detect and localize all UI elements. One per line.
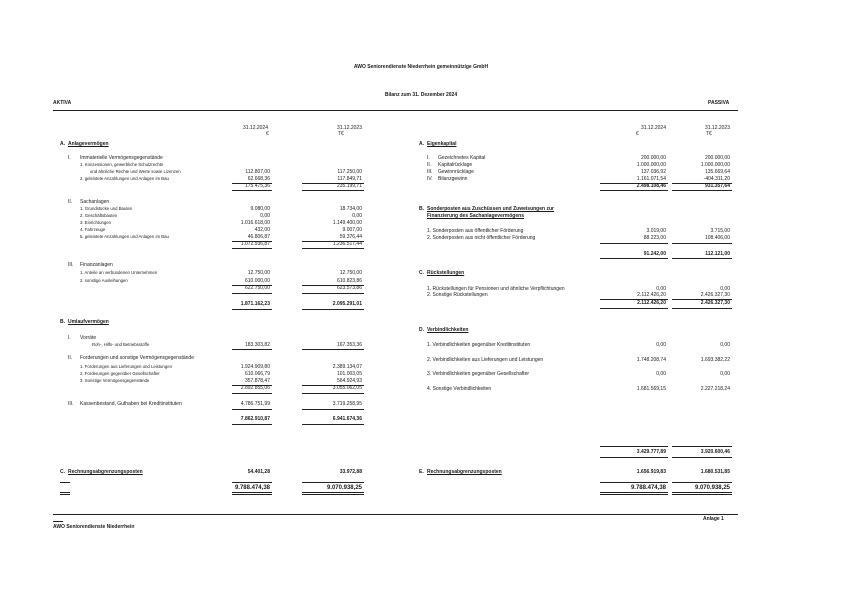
aktiva-b3-label: III.	[68, 401, 74, 407]
sum-line	[232, 293, 272, 294]
anlage-label: Anlage 1	[703, 516, 724, 522]
list-item: 3. Einrichtungen	[80, 220, 112, 225]
value-cur: 432,00	[254, 227, 270, 233]
sum-line	[302, 349, 364, 350]
grand-total-cur: 9.788.474,38	[234, 485, 270, 491]
sum-line	[232, 349, 272, 350]
sum-line	[600, 446, 668, 447]
sum-line	[672, 258, 732, 259]
value-prev: 564.924,93	[336, 378, 362, 384]
value-cur: 200.000,00	[640, 155, 666, 161]
sum-line	[232, 482, 272, 483]
footer-company: AWO Seniorendienste Niederrhein	[53, 524, 135, 530]
aktiva-c-label: C.	[60, 469, 65, 475]
aktiva-a1-title: Immaterielle Vermögensgegenstände	[80, 155, 163, 161]
value-prev: -404.311,20	[703, 176, 730, 182]
sum-line	[600, 190, 668, 191]
passiva-unit-cur: €	[636, 131, 639, 137]
list-item: 2. Sonderposten aus nicht öffentlicher Förderung	[427, 235, 536, 241]
value-prev: 117.849,71	[337, 176, 362, 182]
sum-line	[302, 393, 364, 394]
value-prev: 1.680.531,85	[700, 469, 730, 475]
list-item-num: I.	[427, 155, 430, 161]
double-line	[60, 492, 70, 495]
value-cur: 46.806,87	[247, 234, 270, 240]
value-cur: 1.681.569,15	[636, 386, 666, 392]
subtotal-prev: 3.055.062,05	[332, 385, 362, 391]
passiva-a-title: Eigenkapital	[427, 141, 457, 147]
passiva-b-label: B.	[419, 206, 424, 212]
sum-line	[600, 243, 668, 244]
subtotal-prev: 3.920.600,46	[700, 449, 730, 455]
aktiva-label: AKTIVA	[53, 100, 72, 106]
value-cur: 610.066,79	[244, 371, 270, 377]
sum-line	[232, 190, 272, 191]
sum-line	[672, 446, 732, 447]
subtotal-cur: 622.750,00	[244, 285, 270, 291]
sum-line	[302, 424, 364, 425]
passiva-col-prev: 31.12.2023	[704, 125, 730, 131]
aktiva-b1-label: I.	[68, 335, 71, 341]
list-item: 2. Verbindlichkeiten aus Lieferungen und Leistungen	[427, 357, 544, 363]
aktiva-c-title: Rechnungsabgrenzungsposten	[68, 469, 143, 475]
subtotal-prev: 931.357,64	[704, 183, 730, 189]
value-cur: 1.748.208,74	[636, 357, 666, 363]
subtotal-cur: 3.429.777,89	[636, 449, 666, 455]
aktiva-a2-title: Sachanlagen	[80, 199, 110, 205]
bilanz-title: Bilanz zum 31. Dezember 2024	[384, 92, 458, 98]
subtotal-cur: 2.498.108,46	[636, 183, 666, 189]
value-cur: 4.786.751,99	[240, 401, 270, 407]
footer-mark	[53, 521, 63, 522]
double-line	[302, 492, 364, 495]
sum-line	[302, 409, 364, 410]
list-item: 1. Sonderposten aus öffentlicher Förderung	[427, 228, 524, 234]
double-line	[600, 492, 668, 495]
value-prev: 33.972,88	[339, 469, 362, 475]
passiva-d-label: D.	[419, 327, 424, 333]
grand-total-prev: 9.070.938,25	[694, 485, 730, 491]
sum-line	[232, 424, 272, 425]
sum-line	[232, 309, 272, 310]
subtotal-prev: 112.121,00	[705, 251, 730, 257]
value-prev: 1.000.000,00	[700, 162, 730, 168]
company-title: AWO Seniorendienste Niederrhein gemeinnützige GmbH	[353, 64, 489, 70]
passiva-a-label: A.	[419, 141, 424, 147]
list-item: 2. Forderungen gegenüber Gesellschafter	[80, 371, 160, 376]
sum-line	[302, 309, 364, 310]
value-prev: 3.715,00	[710, 228, 730, 234]
value-cur: 62.668,36	[247, 176, 270, 182]
value-cur: 137.036,92	[640, 169, 666, 175]
grand-total-prev: 9.070.938,25	[326, 485, 362, 491]
sum-line	[600, 258, 668, 259]
aktiva-a-label: A.	[60, 141, 65, 147]
list-item: 2. sonstige Ausleihungen	[80, 278, 128, 283]
value-prev: 0,00	[720, 371, 730, 377]
sum-line	[302, 482, 364, 483]
passiva-label: PASSIVA	[708, 100, 730, 106]
aktiva-unit-prev: T€	[338, 131, 344, 137]
aktiva-a3-label: III.	[68, 262, 74, 268]
value-cur: 1.016.618,00	[240, 220, 270, 226]
grand-total-cur: 9.788.474,38	[630, 485, 666, 491]
passiva-d-title: Verbindlichkeiten	[427, 327, 469, 333]
value-cur: 1.656.919,83	[636, 469, 666, 475]
total-cur: 1.871.162,23	[240, 301, 270, 307]
list-item: 2. Sonstige Rückstellungen	[427, 292, 488, 298]
sum-line	[302, 190, 364, 191]
aktiva-unit-cur: €	[266, 131, 269, 137]
value-prev: 167.353,36	[336, 342, 362, 348]
aktiva-b3-title: Kassenbestand, Guthaben bei Kreditinstituten	[80, 401, 182, 407]
total-prev: 2.095.291,01	[332, 301, 362, 307]
value-prev: 101.003,05	[336, 371, 362, 377]
sum-line	[672, 482, 732, 483]
sum-line	[60, 482, 70, 483]
value-prev: 610.823,86	[336, 278, 362, 284]
value-cur: 183.303,82	[244, 342, 270, 348]
aktiva-b-label: B.	[60, 319, 65, 325]
value-cur: 54.401,28	[247, 469, 270, 475]
sum-line	[600, 457, 668, 458]
list-item: 3. Verbindlichkeiten gegenüber Gesellschafter	[427, 371, 530, 377]
value-prev: 0,00	[352, 213, 362, 219]
value-cur: 1.161.071,54	[636, 176, 666, 182]
aktiva-col-cur: 31.12.2024	[242, 125, 268, 131]
value-cur: 12.750,00	[247, 270, 270, 276]
subtotal-cur: 2.892.855,06	[240, 385, 270, 391]
subtotal-cur: 175.475,36	[244, 183, 270, 189]
subtotal-cur: 1.072.936,87	[240, 241, 270, 247]
footer-rule	[53, 514, 738, 515]
value-prev: 12.750,00	[339, 270, 362, 276]
value-cur: 1.000.000,00	[636, 162, 666, 168]
value-cur: 0,00	[260, 213, 270, 219]
sum-line	[672, 190, 732, 191]
value-prev: 1.693.382,22	[700, 357, 730, 363]
list-item-num: III.	[427, 169, 433, 175]
sum-line	[232, 248, 272, 249]
double-line	[232, 492, 272, 495]
subtotal-prev: 623.573,86	[336, 285, 362, 291]
list-item: 1. Anteile an verbundenen Unternehmen	[80, 270, 158, 275]
value-prev: 1.149.400,00	[332, 220, 362, 226]
value-prev: 18.734,00	[339, 206, 362, 212]
list-item: 1. Konzessionen, gewerbliche Schutzrechte	[80, 162, 164, 167]
sum-line	[672, 308, 732, 309]
list-item-num: IV.	[427, 176, 433, 182]
subtotal-cur: 2.112.426,20	[637, 300, 666, 306]
value-cur: 1.924.909,80	[240, 364, 270, 370]
value-prev: 3.719.258,95	[332, 401, 362, 407]
aktiva-a3-title: Finanzanlagen	[80, 262, 113, 268]
list-item: und ähnliche Rechte und Werte sowie Lizenzen	[90, 169, 181, 174]
value-prev: 108.406,00	[704, 235, 730, 241]
value-cur: 112.807,00	[245, 169, 270, 175]
list-item: 1. Forderungen aus Lieferungen und Leistungen	[80, 364, 172, 369]
value-prev: 117.250,00	[337, 169, 362, 175]
value-prev: 200.000,00	[704, 155, 730, 161]
aktiva-b-title: Umlaufvermögen	[68, 319, 109, 325]
header-rule	[53, 110, 738, 111]
value-prev: 135.669,64	[704, 169, 730, 175]
value-prev: 2.389.134,07	[332, 364, 362, 370]
value-cur: 610.000,00	[244, 278, 270, 284]
aktiva-a2-label: II.	[68, 199, 73, 205]
value-cur: 9.080,00	[250, 206, 270, 212]
value-cur: 357.878,47	[244, 378, 270, 384]
value-cur: 2.112.426,20	[637, 292, 666, 298]
value-prev: 59.376,44	[339, 234, 362, 240]
value-prev: 0,00	[720, 342, 730, 348]
value-prev: 0,00	[720, 286, 730, 292]
sum-line	[672, 243, 732, 244]
sum-line	[600, 482, 668, 483]
list-item: Bilanzgewinn	[438, 176, 468, 182]
list-item-num: II.	[427, 162, 432, 168]
list-item: Gezeichnetes Kapital	[438, 155, 486, 161]
passiva-b-title1: Sonderposten aus Zuschüssen und Zuweisungen zur	[427, 206, 554, 212]
passiva-e-title: Rechnungsabgrenzungsposten	[427, 469, 502, 475]
subtotal-prev: 235.199,71	[336, 183, 362, 189]
sum-line	[600, 308, 668, 309]
passiva-b-title2: Finanzierung des Sachanlagevermögens	[427, 213, 524, 219]
aktiva-col-prev: 31.12.2023	[336, 125, 362, 131]
value-cur: 0,00	[656, 286, 666, 292]
aktiva-a-title: Anlagevermögen	[68, 141, 109, 147]
passiva-col-cur: 31.12.2024	[640, 125, 666, 131]
value-cur: 0,00	[656, 371, 666, 377]
value-cur: 88.223,00	[643, 235, 666, 241]
sum-line	[302, 293, 364, 294]
value-prev: 9.007,00	[342, 227, 362, 233]
passiva-c-title: Rückstellungen	[427, 270, 465, 276]
double-line	[672, 492, 732, 495]
aktiva-b2-title: Forderungen und sonstige Vermögensgegenstände	[80, 355, 194, 361]
list-item: Kapitalrücklage	[438, 162, 473, 168]
total-prev: 6.941.674,36	[332, 416, 362, 422]
total-cur: 7.862.910,87	[240, 416, 270, 422]
subtotal-prev: 2.426.327,30	[700, 300, 730, 306]
list-item: 2. Geschäftsbauten	[80, 213, 118, 218]
passiva-e-label: E.	[419, 469, 424, 475]
list-item: Roh-, Hilfs- und Betriebsstoffe	[92, 342, 150, 347]
aktiva-b2-label: II.	[68, 355, 73, 361]
value-prev: 2.426.327,30	[700, 292, 730, 298]
sum-line	[672, 457, 732, 458]
list-item: 1. Rückstellungen für Pensionen und ähnliche Verpflichtungen	[427, 286, 565, 292]
passiva-unit-prev: T€	[706, 131, 712, 137]
subtotal-prev: 1.236.517,44	[332, 241, 362, 247]
subtotal-cur: 91.242,00	[643, 251, 666, 257]
list-item: 3. Sonstige Vermögensgegenstände	[80, 378, 150, 383]
list-item: 4. Fahrzeuge	[80, 227, 106, 232]
value-cur: 3.019,00	[646, 228, 666, 234]
passiva-c-label: C.	[419, 270, 424, 276]
list-item: Gewinnrücklage	[438, 169, 474, 175]
list-item: 1. Verbindlichkeiten gegenüber Kreditinstituten	[427, 342, 531, 348]
aktiva-a1-label: I.	[68, 155, 71, 161]
value-cur: 0,00	[656, 342, 666, 348]
list-item: 5. geleistete Anzahlungen und Anlagen im Bau	[80, 234, 169, 239]
sum-line	[232, 409, 272, 410]
list-item: 1. Grundstücke und Bauten	[80, 206, 133, 211]
sum-line	[232, 393, 272, 394]
aktiva-b1-title: Vorräte	[80, 335, 97, 341]
list-item: 2. geleistete Anzahlungen und Anlagen im Bau	[80, 176, 169, 181]
value-prev: 2.227.218,24	[700, 386, 730, 392]
list-item: 4. Sonstige Verbindlichkeiten	[427, 386, 492, 392]
sum-line	[302, 248, 364, 249]
